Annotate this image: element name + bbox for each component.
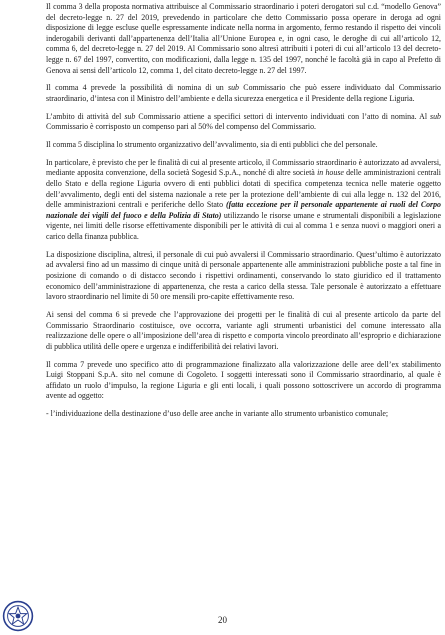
page-number: 20 bbox=[218, 615, 227, 625]
text-run: sub bbox=[430, 111, 441, 121]
text-run: sub bbox=[228, 83, 239, 93]
text-run: in house bbox=[317, 168, 344, 178]
paragraph bbox=[46, 250, 441, 303]
text-run: - l’individuazione della destinazione d’uso delle aree anche in variante allo strumento urbanistico comunale; bbox=[46, 409, 389, 419]
text-run: sub bbox=[124, 111, 136, 121]
text-run: Commissario è corrisposto un compenso pari al 50% del compenso del Commissario. bbox=[46, 122, 316, 132]
text-run: Il comma 4 prevede la possibilità di nomina di un bbox=[46, 83, 229, 93]
paragraph bbox=[46, 158, 441, 243]
text-run: utilizzando le risorse umane e strumentali disponibili a legislazione vigente, nei limiti delle risorse effettivamente disponibili per le attività di cui al comma 1 e senza nuovi o maggiori oneri a carico della finanza pubblica. bbox=[46, 210, 441, 242]
paragraph bbox=[46, 140, 441, 151]
text-run: La disposizione disciplina, altresì, il personale di cui può avvalersi il Commissario straordinario. Quest’ultimo è autorizzato ad avvalersi fino ad un massimo di cinque unità di personale appartenente alle amministrazioni pubbliche poste a tal fine in posizione di comando o di distacco secondo i rispettivi ordinamenti, conservando lo stato giuridico ed il trattamento economico dell’amministrazione di appartenenza, che resta a carico della stessa. Tale personale è autorizzato a effettuare lavoro straordinario nel limite di 50 ore mensili pro-capite effettivamente reso. bbox=[46, 249, 441, 302]
text-run: Commissario attiene a specifici settori di intervento individuati con l’atto di nomina. Al bbox=[135, 111, 431, 121]
paragraph bbox=[46, 409, 441, 420]
text-run: L’ambito di attività del bbox=[46, 111, 125, 121]
text-run: In particolare, è previsto che per le finalità di cui al presente articolo, il Commissario straordinario è autorizzato ad avvalersi, mediante apposita convenzione, della società Sogesid S.p.A., nonché di altre società bbox=[46, 157, 441, 178]
body-text bbox=[46, 2, 441, 427]
text-run: Il comma 5 disciplina lo strumento organizzativo dell’avvalimento, sia di enti pubblici che del personale. bbox=[46, 140, 378, 150]
text-run: Commissario che può essere individuato dal Commissario straordinario, d’intesa con il Ministro dell’ambiente e della sicurezza energetica e il Presidente della regione Liguria. bbox=[46, 83, 441, 103]
paragraph bbox=[46, 83, 441, 104]
paragraph bbox=[46, 112, 441, 133]
paragraph bbox=[46, 2, 441, 76]
paragraph bbox=[46, 360, 441, 402]
paragraph bbox=[46, 310, 441, 352]
text-run: delle amministrazioni centrali dello Stato e della regione Liguria ovvero di enti pubblici dotati di specifica competenza tecnica nelle materie oggetto dell’avvalimento, degli enti del sistema nazionale a rete per la protezione dell’ambiente di cui alla legge n. 132 del 2016, delle amministrazioni centrali e periferiche dello Stato bbox=[46, 168, 441, 210]
seal-icon bbox=[2, 600, 34, 632]
text-run: Ai sensi del comma 6 si prevede che l’approvazione dei progetti per le finalità di cui al presente articolo da parte del Commissario Straordinario costituisce, ove occorra, variante agli strumenti urbanistici del comune interessato alla realizzazione delle opere o all’imposizione dell’area di rispetto e comporta vincolo preordinato all’esproprio e dichiarazione di pubblica utilità delle opere e urgenza e indifferibilità dei relativi lavori. bbox=[46, 309, 441, 351]
text-run: Il comma 3 della proposta normativa attribuisce al Commissario straordinario i poteri derogatori sul c.d. “modello Genova” del decreto-legge n. 27 del 2019, prevedendo in particolare che detto Commissario possa operare in deroga ad ogni disposizione di legge escluse quelle espressamente indicate nella norma in argomento, fermo restando il rispetto dei vincoli inderogabili derivanti dall’appartenenza dell’Italia all’Unione Europea e, in ogni caso, le deroghe di cui all’articolo 12, comma 6, del decreto-legge n. 27 del 2019. Al Commissario sono altresì attribuiti i poteri di cui all’articolo 13 del decreto-legge n. 67 del 1997, convertito, con modificazioni, dalla legge n. 135 del 1997, nonché le facoltà già in capo al Prefetto di Genova ai sensi dell’articolo 12, comma 1, del citato decreto-legge n. 27 del 1997. bbox=[46, 2, 441, 75]
text-run: Il comma 7 prevede uno specifico atto di programmazione finalizzato alla valorizzazione delle aree dell’ex stabilimento Luigi Stoppani S.p.A. sito nel comune di Cogoleto. I soggetti interessati sono il Commissario straordinario, al quale è affidato un ruolo d’impulso, la regione Liguria e gli enti locali, i quali possono sottoscrivere un accordo di programma avente ad oggetto: bbox=[46, 359, 441, 401]
text-run: (fatta eccezione per il personale appartenente ai ruoli del Corpo nazionale dei vigili del fuoco e della Polizia di Stato) bbox=[46, 200, 441, 220]
